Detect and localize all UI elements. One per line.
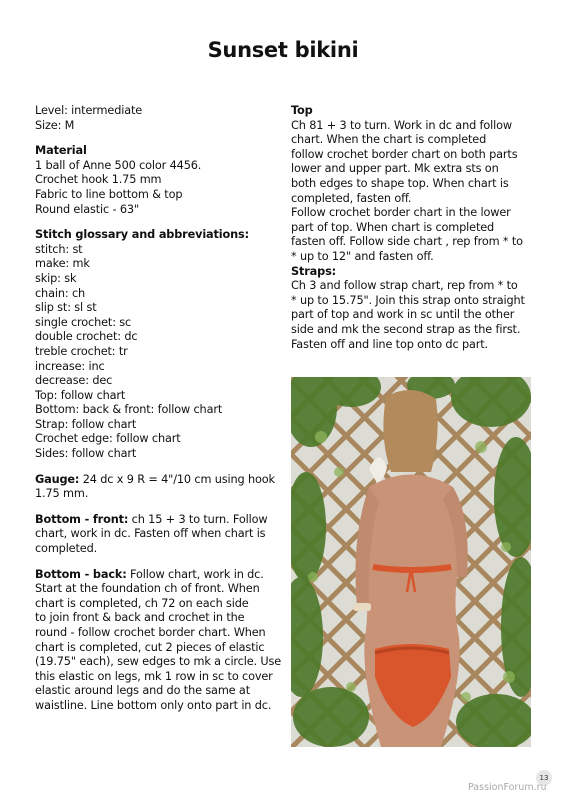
top-line: both edges to shape top. When chart is [291,176,509,190]
top-line: * up to 12" and fasten off. [291,249,434,263]
top-line: follow crochet border chart on both parts [291,147,518,161]
glossary-item: double crochet: dc [35,330,138,344]
bottom-back-label: Bottom - back: [35,567,127,581]
page-title: Sunset bikini [207,38,359,62]
top-line: fasten off. Follow side chart , rep from * to [291,235,523,249]
straps-line: Ch 3 and follow strap chart, rep from * to [291,279,518,293]
glossary-item: Strap: follow chart [35,417,137,431]
bottom-front-label: Bottom - front: [35,512,129,526]
straps-heading: Straps: [291,264,337,278]
glossary-item: Top: follow chart [35,388,126,402]
top-line: part of top. When chart is completed [291,220,495,234]
bikini-photo [291,377,531,747]
bottom-back-line: this elastic on legs, mk 1 row in sc to cover [35,669,273,683]
material-line: 1 ball of Anne 500 color 4456. [35,158,202,172]
bottom-back-line: chart is completed, ch 72 on each side [35,596,249,610]
bottom-back-line: elastic around legs and do the same at [35,684,250,698]
watermark-text: PassionForum.ru [468,782,547,793]
straps-line: Fasten off and line top onto dc part. [291,337,488,351]
bottom-back-text [35,568,280,583]
glossary-item: chain: ch [35,286,86,300]
material-heading: Material [35,144,87,158]
top-line: lower and upper part. Mk extra sts on [291,162,499,176]
top-line: completed, fasten off. [291,191,412,205]
bottom-front-text [35,513,280,528]
gauge-line: 1.75 mm. [35,487,89,501]
gauge-value: 24 dc x 9 R = 4"/10 cm using hook [79,472,275,486]
glossary-item: decrease: dec [35,374,113,388]
bottom-back-first-line: Follow chart, work in dc. [126,567,264,581]
material-line: Fabric to line bottom & top [35,187,183,201]
bottom-front-line: completed. [35,542,98,556]
gauge-text [35,473,280,488]
bottom-front-first-line: ch 15 + 3 to turn. Follow [128,512,268,526]
right-column [291,104,536,352]
gauge-label: Gauge: [35,472,80,486]
top-line: Ch 81 + 3 to turn. Work in dc and follow [291,118,512,132]
bottom-back-line: to join front & back and crochet in the [35,611,245,625]
bottom-back-line: Start at the foundation ch of front. When [35,582,260,596]
glossary-item: Bottom: back & front: follow chart [35,403,223,417]
straps-line: * up to 15.75". Join this strap onto straight [291,293,525,307]
glossary-item: Crochet edge: follow chart [35,432,181,446]
left-column [35,104,280,714]
glossary-heading: Stitch glossary and abbreviations: [35,228,249,242]
glossary-item: stitch: st [35,242,83,256]
glossary-item: increase: inc [35,359,105,373]
glossary-item: skip: sk [35,271,77,285]
level-text: Level: intermediate [35,104,143,117]
straps-line: part of top and work in sc until the other [291,308,515,322]
material-line: Crochet hook 1.75 mm [35,173,162,187]
bottom-back-line: chart is completed, cut 2 pieces of elastic [35,640,265,654]
top-line: Follow crochet border chart in the lower [291,206,511,220]
glossary-item: single crochet: sc [35,315,132,329]
size-text: Size: M [35,118,75,132]
bottom-back-line: (19.75" each), sew edges to mk a circle. Use [35,655,282,669]
hair [383,390,437,472]
straps-line: side and mk the second strap as the first. [291,322,521,336]
glossary-item: slip st: sl st [35,301,97,315]
glossary-item: Sides: follow chart [35,447,137,461]
bikini-photo-illustration [291,377,531,747]
glossary-item: treble crochet: tr [35,344,128,358]
bottom-back-line: waistline. Line bottom only onto part in dc. [35,698,272,712]
page-number: 13 [536,770,552,786]
top-line: chart. When the chart is completed [291,133,487,147]
material-line: Round elastic - 63" [35,202,139,216]
top-heading: Top [291,104,313,117]
bottom-back-line: round - follow crochet border chart. When [35,626,266,639]
bottom-front-line: chart, work in dc. Fasten off when chart is [35,527,266,541]
glossary-item: make: mk [35,257,90,271]
